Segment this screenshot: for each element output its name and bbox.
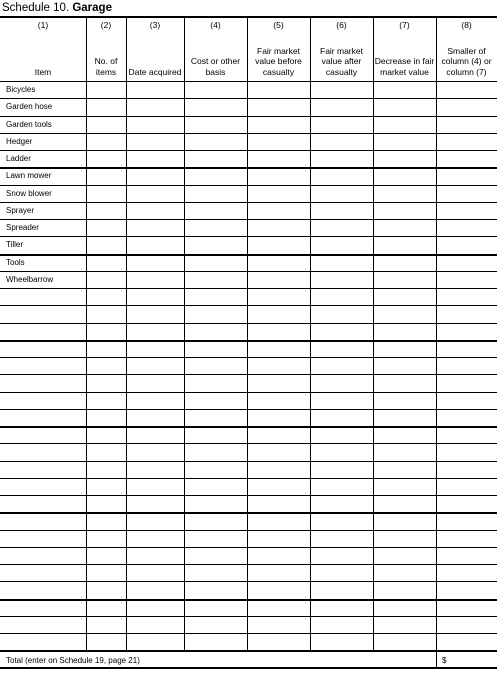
entry-cell-col5[interactable] bbox=[248, 513, 309, 528]
entry-cell-col4[interactable] bbox=[185, 289, 246, 304]
entry-cell-col3[interactable] bbox=[127, 358, 183, 373]
entry-cell-col4[interactable] bbox=[185, 410, 246, 425]
entry-cell-col3[interactable] bbox=[127, 565, 183, 580]
entry-cell-col8[interactable] bbox=[437, 531, 496, 546]
entry-cell-col7[interactable] bbox=[374, 324, 435, 339]
entry-cell-col3[interactable] bbox=[127, 324, 183, 339]
entry-cell-col7[interactable] bbox=[374, 462, 435, 477]
entry-cell-col8[interactable] bbox=[437, 427, 496, 442]
entry-cell-col2[interactable] bbox=[87, 496, 125, 511]
entry-cell-col5[interactable] bbox=[248, 375, 309, 390]
entry-cell-col6[interactable] bbox=[311, 548, 372, 563]
entry-cell-col6[interactable] bbox=[311, 203, 372, 218]
entry-cell-col4[interactable] bbox=[185, 600, 246, 615]
entry-cell-col6[interactable] bbox=[311, 634, 372, 649]
column-divider bbox=[436, 18, 437, 650]
entry-cell-col2[interactable] bbox=[87, 306, 125, 321]
entry-cell-col4[interactable] bbox=[185, 306, 246, 321]
entry-cell-col8[interactable] bbox=[437, 186, 496, 201]
column-header-7 bbox=[373, 18, 436, 81]
item-label: Bicycles bbox=[6, 85, 36, 94]
entry-cell-col5[interactable] bbox=[248, 255, 309, 270]
entry-cell-col8[interactable] bbox=[437, 393, 496, 408]
column-number: (6) bbox=[336, 20, 347, 30]
entry-cell-col7[interactable] bbox=[374, 186, 435, 201]
item-label: Ladder bbox=[6, 154, 31, 163]
entry-cell-col2[interactable] bbox=[87, 82, 125, 97]
entry-cell-col2[interactable] bbox=[87, 324, 125, 339]
entry-cell-col6[interactable] bbox=[311, 186, 372, 201]
entry-cell-col7[interactable] bbox=[374, 531, 435, 546]
entry-cell-col5[interactable] bbox=[248, 151, 309, 166]
column-header-5 bbox=[247, 18, 310, 81]
entry-cell-col8[interactable] bbox=[437, 82, 496, 97]
entry-cell-col7[interactable] bbox=[374, 375, 435, 390]
entry-cell-col4[interactable] bbox=[185, 117, 246, 132]
column-divider bbox=[126, 18, 127, 650]
entry-cell-col6[interactable] bbox=[311, 82, 372, 97]
entry-cell-col8[interactable] bbox=[437, 634, 496, 649]
entry-cell-col4[interactable] bbox=[185, 255, 246, 270]
entry-cell-col3[interactable] bbox=[127, 393, 183, 408]
entry-cell-col3[interactable] bbox=[127, 634, 183, 649]
entry-cell-col3[interactable] bbox=[127, 496, 183, 511]
entry-cell-col5[interactable] bbox=[248, 272, 309, 287]
entry-cell-col8[interactable] bbox=[437, 324, 496, 339]
entry-cell-col2[interactable] bbox=[87, 134, 125, 149]
entry-cell-col2[interactable] bbox=[87, 289, 125, 304]
entry-cell-col8[interactable] bbox=[437, 168, 496, 183]
item-label: Wheelbarrow bbox=[6, 275, 54, 284]
entry-cell-col4[interactable] bbox=[185, 324, 246, 339]
entry-cell-col4[interactable] bbox=[185, 272, 246, 287]
entry-cell-col6[interactable] bbox=[311, 151, 372, 166]
entry-cell-col5[interactable] bbox=[248, 134, 309, 149]
entry-cell-col5[interactable] bbox=[248, 634, 309, 649]
entry-cell-col2[interactable] bbox=[87, 203, 125, 218]
entry-cell-col4[interactable] bbox=[185, 203, 246, 218]
entry-cell-col7[interactable] bbox=[374, 548, 435, 563]
entry-cell-col4[interactable] bbox=[185, 548, 246, 563]
column-label: No. of items bbox=[94, 56, 118, 77]
entry-cell-col4[interactable] bbox=[185, 427, 246, 442]
entry-cell-col8[interactable] bbox=[437, 306, 496, 321]
entry-cell-col4[interactable] bbox=[185, 496, 246, 511]
entry-cell-col3[interactable] bbox=[127, 186, 183, 201]
entry-cell-col8[interactable] bbox=[437, 479, 496, 494]
entry-cell-col5[interactable] bbox=[248, 82, 309, 97]
entry-cell-col6[interactable] bbox=[311, 479, 372, 494]
entry-cell-col5[interactable] bbox=[248, 117, 309, 132]
item-label: Hedger bbox=[6, 137, 33, 146]
entry-cell-col6[interactable] bbox=[311, 582, 372, 597]
entry-cell-col5[interactable] bbox=[248, 341, 309, 356]
entry-cell-col7[interactable] bbox=[374, 341, 435, 356]
entry-cell-col6[interactable] bbox=[311, 289, 372, 304]
entry-cell-col7[interactable] bbox=[374, 168, 435, 183]
entry-cell-col6[interactable] bbox=[311, 531, 372, 546]
entry-cell-col6[interactable] bbox=[311, 462, 372, 477]
column-header-4 bbox=[184, 18, 247, 81]
entry-cell-col7[interactable] bbox=[374, 582, 435, 597]
entry-cell-col8[interactable] bbox=[437, 548, 496, 563]
column-label: Fair market value before casualty bbox=[255, 45, 302, 77]
entry-cell-col4[interactable] bbox=[185, 582, 246, 597]
entry-cell-col8[interactable] bbox=[437, 220, 496, 235]
item-label: Tools bbox=[6, 258, 25, 267]
entry-cell-col6[interactable] bbox=[311, 168, 372, 183]
entry-cell-col3[interactable] bbox=[127, 220, 183, 235]
entry-cell-col4[interactable] bbox=[185, 220, 246, 235]
column-header-8 bbox=[436, 18, 497, 81]
entry-cell-col4[interactable] bbox=[185, 513, 246, 528]
entry-cell-col6[interactable] bbox=[311, 99, 372, 114]
entry-cell-col3[interactable] bbox=[127, 410, 183, 425]
entry-cell-col8[interactable] bbox=[437, 134, 496, 149]
entry-cell-col4[interactable] bbox=[185, 358, 246, 373]
entry-cell-col4[interactable] bbox=[185, 186, 246, 201]
entry-cell-col5[interactable] bbox=[248, 220, 309, 235]
entry-cell-col7[interactable] bbox=[374, 255, 435, 270]
entry-cell-col3[interactable] bbox=[127, 444, 183, 459]
entry-cell-col5[interactable] bbox=[248, 600, 309, 615]
entry-cell-col7[interactable] bbox=[374, 617, 435, 632]
entry-cell-col7[interactable] bbox=[374, 272, 435, 287]
entry-cell-col8[interactable] bbox=[437, 255, 496, 270]
entry-cell-col7[interactable] bbox=[374, 634, 435, 649]
entry-cell-col2[interactable] bbox=[87, 237, 125, 252]
entry-cell-col4[interactable] bbox=[185, 341, 246, 356]
entry-cell-col2[interactable] bbox=[87, 479, 125, 494]
entry-cell-col4[interactable] bbox=[185, 531, 246, 546]
column-divider bbox=[373, 18, 374, 650]
entry-cell-col2[interactable] bbox=[87, 617, 125, 632]
entry-cell-col3[interactable] bbox=[127, 341, 183, 356]
entry-cell-col3[interactable] bbox=[127, 99, 183, 114]
entry-cell-col4[interactable] bbox=[185, 375, 246, 390]
entry-cell-col6[interactable] bbox=[311, 427, 372, 442]
entry-cell-col2[interactable] bbox=[87, 272, 125, 287]
column-header-3 bbox=[126, 18, 184, 81]
entry-cell-col3[interactable] bbox=[127, 462, 183, 477]
entry-cell-col8[interactable] bbox=[437, 410, 496, 425]
column-label: Date acquired bbox=[128, 66, 182, 77]
entry-cell-col5[interactable] bbox=[248, 203, 309, 218]
entry-cell-col6[interactable] bbox=[311, 444, 372, 459]
entry-cell-col7[interactable] bbox=[374, 427, 435, 442]
entry-cell-col2[interactable] bbox=[87, 410, 125, 425]
column-number: (2) bbox=[100, 20, 112, 30]
entry-cell-col6[interactable] bbox=[311, 220, 372, 235]
entry-cell-col3[interactable] bbox=[127, 237, 183, 252]
entry-cell-col5[interactable] bbox=[248, 496, 309, 511]
column-divider bbox=[86, 18, 87, 650]
entry-cell-col8[interactable] bbox=[437, 462, 496, 477]
column-number: (5) bbox=[273, 20, 284, 30]
total-label: Total (enter on Schedule 19, page 21) bbox=[6, 656, 140, 665]
entry-cell-col8[interactable] bbox=[437, 496, 496, 511]
entry-cell-col4[interactable] bbox=[185, 151, 246, 166]
total-top-rule bbox=[0, 650, 497, 652]
entry-cell-col3[interactable] bbox=[127, 134, 183, 149]
entry-cell-col6[interactable] bbox=[311, 117, 372, 132]
entry-cell-col3[interactable] bbox=[127, 548, 183, 563]
entry-cell-col2[interactable] bbox=[87, 186, 125, 201]
item-label: Lawn mower bbox=[6, 171, 52, 180]
entry-cell-col6[interactable] bbox=[311, 306, 372, 321]
entry-cell-col6[interactable] bbox=[311, 600, 372, 615]
entry-cell-col4[interactable] bbox=[185, 82, 246, 97]
entry-cell-col7[interactable] bbox=[374, 306, 435, 321]
entry-cell-col4[interactable] bbox=[185, 168, 246, 183]
entry-cell-col7[interactable] bbox=[374, 151, 435, 166]
entry-cell-col3[interactable] bbox=[127, 82, 183, 97]
entry-cell-col7[interactable] bbox=[374, 82, 435, 97]
entry-cell-col5[interactable] bbox=[248, 168, 309, 183]
entry-cell-col3[interactable] bbox=[127, 272, 183, 287]
entry-cell-col2[interactable] bbox=[87, 600, 125, 615]
entry-cell-col3[interactable] bbox=[127, 617, 183, 632]
column-divider bbox=[247, 18, 248, 650]
entry-cell-col8[interactable] bbox=[437, 444, 496, 459]
column-divider bbox=[310, 18, 311, 650]
entry-cell-col2[interactable] bbox=[87, 99, 125, 114]
entry-cell-col8[interactable] bbox=[437, 565, 496, 580]
entry-cell-col5[interactable] bbox=[248, 306, 309, 321]
entry-cell-col7[interactable] bbox=[374, 289, 435, 304]
entry-cell-col7[interactable] bbox=[374, 117, 435, 132]
entry-cell-col2[interactable] bbox=[87, 375, 125, 390]
entry-cell-col6[interactable] bbox=[311, 513, 372, 528]
entry-cell-col7[interactable] bbox=[374, 565, 435, 580]
entry-cell-col8[interactable] bbox=[437, 237, 496, 252]
entry-cell-col5[interactable] bbox=[248, 582, 309, 597]
entry-cell-col2[interactable] bbox=[87, 548, 125, 563]
entry-cell-col7[interactable] bbox=[374, 479, 435, 494]
entry-cell-col6[interactable] bbox=[311, 617, 372, 632]
entry-cell-col6[interactable] bbox=[311, 237, 372, 252]
entry-cell-col6[interactable] bbox=[311, 272, 372, 287]
entry-cell-col8[interactable] bbox=[437, 358, 496, 373]
item-label: Garden tools bbox=[6, 120, 52, 129]
column-number: (7) bbox=[399, 20, 410, 30]
schedule-name: Garage bbox=[72, 2, 112, 14]
column-number: (1) bbox=[37, 20, 49, 30]
entry-cell-col5[interactable] bbox=[248, 531, 309, 546]
entry-cell-col3[interactable] bbox=[127, 600, 183, 615]
entry-cell-col6[interactable] bbox=[311, 393, 372, 408]
schedule-prefix: Schedule 10. bbox=[2, 2, 70, 14]
entry-cell-col4[interactable] bbox=[185, 565, 246, 580]
column-header-6 bbox=[310, 18, 373, 81]
entry-cell-col2[interactable] bbox=[87, 634, 125, 649]
entry-cell-col2[interactable] bbox=[87, 462, 125, 477]
entry-cell-col4[interactable] bbox=[185, 462, 246, 477]
entry-cell-col5[interactable] bbox=[248, 237, 309, 252]
entry-cell-col6[interactable] bbox=[311, 410, 372, 425]
entry-cell-col3[interactable] bbox=[127, 375, 183, 390]
total-currency: $ bbox=[442, 656, 447, 665]
entry-cell-col4[interactable] bbox=[185, 237, 246, 252]
column-divider bbox=[184, 18, 185, 650]
entry-cell-col8[interactable] bbox=[437, 341, 496, 356]
entry-cell-col2[interactable] bbox=[87, 220, 125, 235]
column-number: (8) bbox=[461, 20, 472, 30]
item-label: Snow blower bbox=[6, 189, 52, 198]
entry-cell-col2[interactable] bbox=[87, 341, 125, 356]
column-label: Smaller of column (4) or column (7) bbox=[441, 45, 492, 77]
entry-cell-col5[interactable] bbox=[248, 186, 309, 201]
entry-cell-col4[interactable] bbox=[185, 393, 246, 408]
entry-cell-col6[interactable] bbox=[311, 341, 372, 356]
entry-cell-col2[interactable] bbox=[87, 255, 125, 270]
entry-cell-col4[interactable] bbox=[185, 444, 246, 459]
entry-cell-col7[interactable] bbox=[374, 444, 435, 459]
entry-cell-col3[interactable] bbox=[127, 306, 183, 321]
entry-cell-col8[interactable] bbox=[437, 582, 496, 597]
entry-cell-col3[interactable] bbox=[127, 531, 183, 546]
entry-cell-col7[interactable] bbox=[374, 203, 435, 218]
entry-cell-col5[interactable] bbox=[248, 99, 309, 114]
column-label: Item bbox=[34, 66, 52, 77]
entry-cell-col8[interactable] bbox=[437, 600, 496, 615]
entry-cell-col7[interactable] bbox=[374, 513, 435, 528]
entry-cell-col3[interactable] bbox=[127, 582, 183, 597]
entry-cell-col2[interactable] bbox=[87, 444, 125, 459]
entry-cell-col3[interactable] bbox=[127, 117, 183, 132]
entry-cell-col2[interactable] bbox=[87, 151, 125, 166]
entry-cell-col5[interactable] bbox=[248, 479, 309, 494]
entry-cell-col7[interactable] bbox=[374, 393, 435, 408]
item-label: Garden hose bbox=[6, 102, 53, 111]
entry-cell-col8[interactable] bbox=[437, 203, 496, 218]
entry-cell-col7[interactable] bbox=[374, 237, 435, 252]
entry-cell-col8[interactable] bbox=[437, 375, 496, 390]
entry-cell-col8[interactable] bbox=[437, 617, 496, 632]
entry-cell-col2[interactable] bbox=[87, 393, 125, 408]
entry-cell-col2[interactable] bbox=[87, 427, 125, 442]
entry-cell-col6[interactable] bbox=[311, 134, 372, 149]
entry-cell-col3[interactable] bbox=[127, 255, 183, 270]
entry-cell-col3[interactable] bbox=[127, 168, 183, 183]
column-header-2 bbox=[86, 18, 126, 81]
entry-cell-col8[interactable] bbox=[437, 117, 496, 132]
entry-cell-col7[interactable] bbox=[374, 600, 435, 615]
entry-cell-col6[interactable] bbox=[311, 565, 372, 580]
entry-cell-col7[interactable] bbox=[374, 99, 435, 114]
entry-cell-col8[interactable] bbox=[437, 151, 496, 166]
entry-cell-col5[interactable] bbox=[248, 289, 309, 304]
entry-cell-col7[interactable] bbox=[374, 220, 435, 235]
entry-cell-col8[interactable] bbox=[437, 289, 496, 304]
entry-cell-col7[interactable] bbox=[374, 496, 435, 511]
entry-cell-col5[interactable] bbox=[248, 462, 309, 477]
entry-cell-col2[interactable] bbox=[87, 531, 125, 546]
entry-cell-col4[interactable] bbox=[185, 134, 246, 149]
entry-cell-col5[interactable] bbox=[248, 427, 309, 442]
entry-cell-col6[interactable] bbox=[311, 358, 372, 373]
entry-cell-col7[interactable] bbox=[374, 134, 435, 149]
entry-cell-col5[interactable] bbox=[248, 548, 309, 563]
entry-cell-col4[interactable] bbox=[185, 99, 246, 114]
column-label: Cost or other basis bbox=[190, 56, 241, 77]
entry-cell-col3[interactable] bbox=[127, 203, 183, 218]
column-label: Fair market value after casualty bbox=[320, 45, 363, 77]
entry-cell-col4[interactable] bbox=[185, 617, 246, 632]
column-number: (3) bbox=[149, 20, 161, 30]
entry-cell-col2[interactable] bbox=[87, 565, 125, 580]
entry-cell-col3[interactable] bbox=[127, 479, 183, 494]
entry-cell-col3[interactable] bbox=[127, 513, 183, 528]
entry-cell-col6[interactable] bbox=[311, 496, 372, 511]
entry-cell-col5[interactable] bbox=[248, 565, 309, 580]
total-bottom-rule bbox=[0, 667, 497, 669]
column-number: (4) bbox=[210, 20, 221, 30]
entry-cell-col5[interactable] bbox=[248, 410, 309, 425]
entry-cell-col3[interactable] bbox=[127, 151, 183, 166]
column-header-1 bbox=[0, 18, 86, 81]
entry-cell-col2[interactable] bbox=[87, 117, 125, 132]
entry-cell-col6[interactable] bbox=[311, 255, 372, 270]
entry-cell-col2[interactable] bbox=[87, 358, 125, 373]
entry-cell-col2[interactable] bbox=[87, 513, 125, 528]
entry-cell-col7[interactable] bbox=[374, 410, 435, 425]
item-label: Spreader bbox=[6, 223, 39, 232]
entry-cell-col8[interactable] bbox=[437, 99, 496, 114]
entry-cell-col6[interactable] bbox=[311, 324, 372, 339]
item-label: Tiller bbox=[6, 240, 24, 249]
entry-cell-col5[interactable] bbox=[248, 393, 309, 408]
column-label: Decrease in fair market value bbox=[374, 56, 435, 77]
entry-cell-col5[interactable] bbox=[248, 324, 309, 339]
entry-cell-col2[interactable] bbox=[87, 582, 125, 597]
entry-cell-col8[interactable] bbox=[437, 272, 496, 287]
entry-cell-col4[interactable] bbox=[185, 634, 246, 649]
entry-cell-col2[interactable] bbox=[87, 168, 125, 183]
entry-cell-col3[interactable] bbox=[127, 427, 183, 442]
entry-cell-col5[interactable] bbox=[248, 617, 309, 632]
schedule-title bbox=[2, 0, 112, 16]
entry-cell-col5[interactable] bbox=[248, 358, 309, 373]
entry-cell-col8[interactable] bbox=[437, 513, 496, 528]
entry-cell-col4[interactable] bbox=[185, 479, 246, 494]
entry-cell-col5[interactable] bbox=[248, 444, 309, 459]
entry-cell-col6[interactable] bbox=[311, 375, 372, 390]
entry-cell-col3[interactable] bbox=[127, 289, 183, 304]
entry-cell-col7[interactable] bbox=[374, 358, 435, 373]
item-label: Sprayer bbox=[6, 206, 35, 215]
